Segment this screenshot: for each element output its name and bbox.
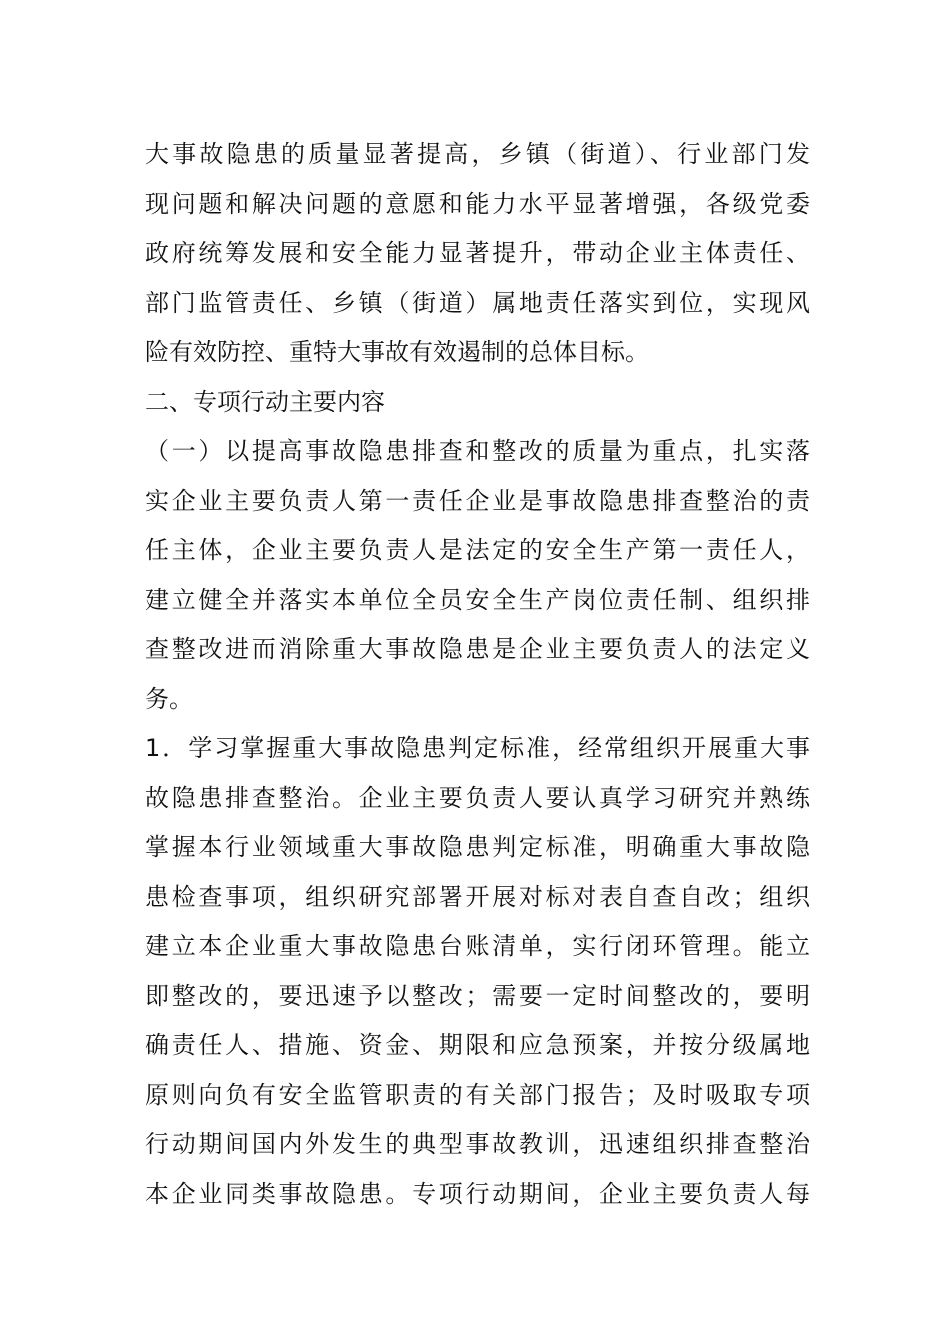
paragraph-line: 本企业同类事故隐患。专项行动期间，企业主要负责人每: [145, 1179, 810, 1208]
document-body: [145, 130, 810, 1219]
paragraph-line: 行动期间国内外发生的典型事故教训，迅速组织排查整治: [145, 1130, 810, 1158]
section-heading: 二、专项行动主要内容: [145, 387, 385, 416]
paragraph-line: （一）以提高事故隐患排查和整改的质量为重点，扎实落: [145, 437, 810, 465]
paragraph-line: 原则向负有安全监管职责的有关部门报告；及时吸取专项: [145, 1080, 810, 1109]
paragraph-line: 任主体，企业主要负责人是法定的安全生产第一责任人，: [145, 536, 810, 564]
paragraph-line: 大事故隐患的质量显著提高，乡镇（街道）、行业部门发: [145, 140, 810, 168]
paragraph-line: 建立健全并落实本单位全员安全生产岗位责任制、组织排: [145, 585, 810, 614]
paragraph-line: 患检查事项，组织研究部署开展对标对表自查自改；组织: [145, 882, 810, 911]
paragraph-line: 政府统筹发展和安全能力显著提升，带动企业主体责任、: [145, 239, 810, 267]
paragraph-line: 确责任人、措施、资金、期限和应急预案，并按分级属地: [145, 1031, 810, 1059]
paragraph-line: 建立本企业重大事故隐患台账清单，实行闭环管理。能立: [145, 932, 810, 960]
paragraph-line: 部门监管责任、乡镇（街道）属地责任落实到位，实现风: [145, 288, 810, 317]
paragraph-line: 现问题和解决问题的意愿和能力水平显著增强，各级党委: [145, 189, 810, 218]
paragraph-line: 实企业主要负责人第一责任企业是事故隐患排查整治的责: [145, 486, 810, 515]
paragraph-line: 险有效防控、重特大事故有效遏制的总体目标。: [145, 338, 649, 366]
paragraph-line: 故隐患排查整治。企业主要负责人要认真学习研究并熟练: [145, 783, 810, 812]
paragraph-line: 查整改进而消除重大事故隐患是企业主要负责人的法定义: [145, 635, 810, 663]
paragraph-line: 务。: [145, 684, 193, 713]
paragraph-line: 掌握本行业领域重大事故隐患判定标准，明确重大事故隐: [145, 833, 810, 861]
paragraph-line: 即整改的，要迅速予以整改；需要一定时间整改的，要明: [145, 981, 810, 1010]
list-item-line: 1．学习掌握重大事故隐患判定标准，经常组织开展重大事: [145, 734, 810, 762]
